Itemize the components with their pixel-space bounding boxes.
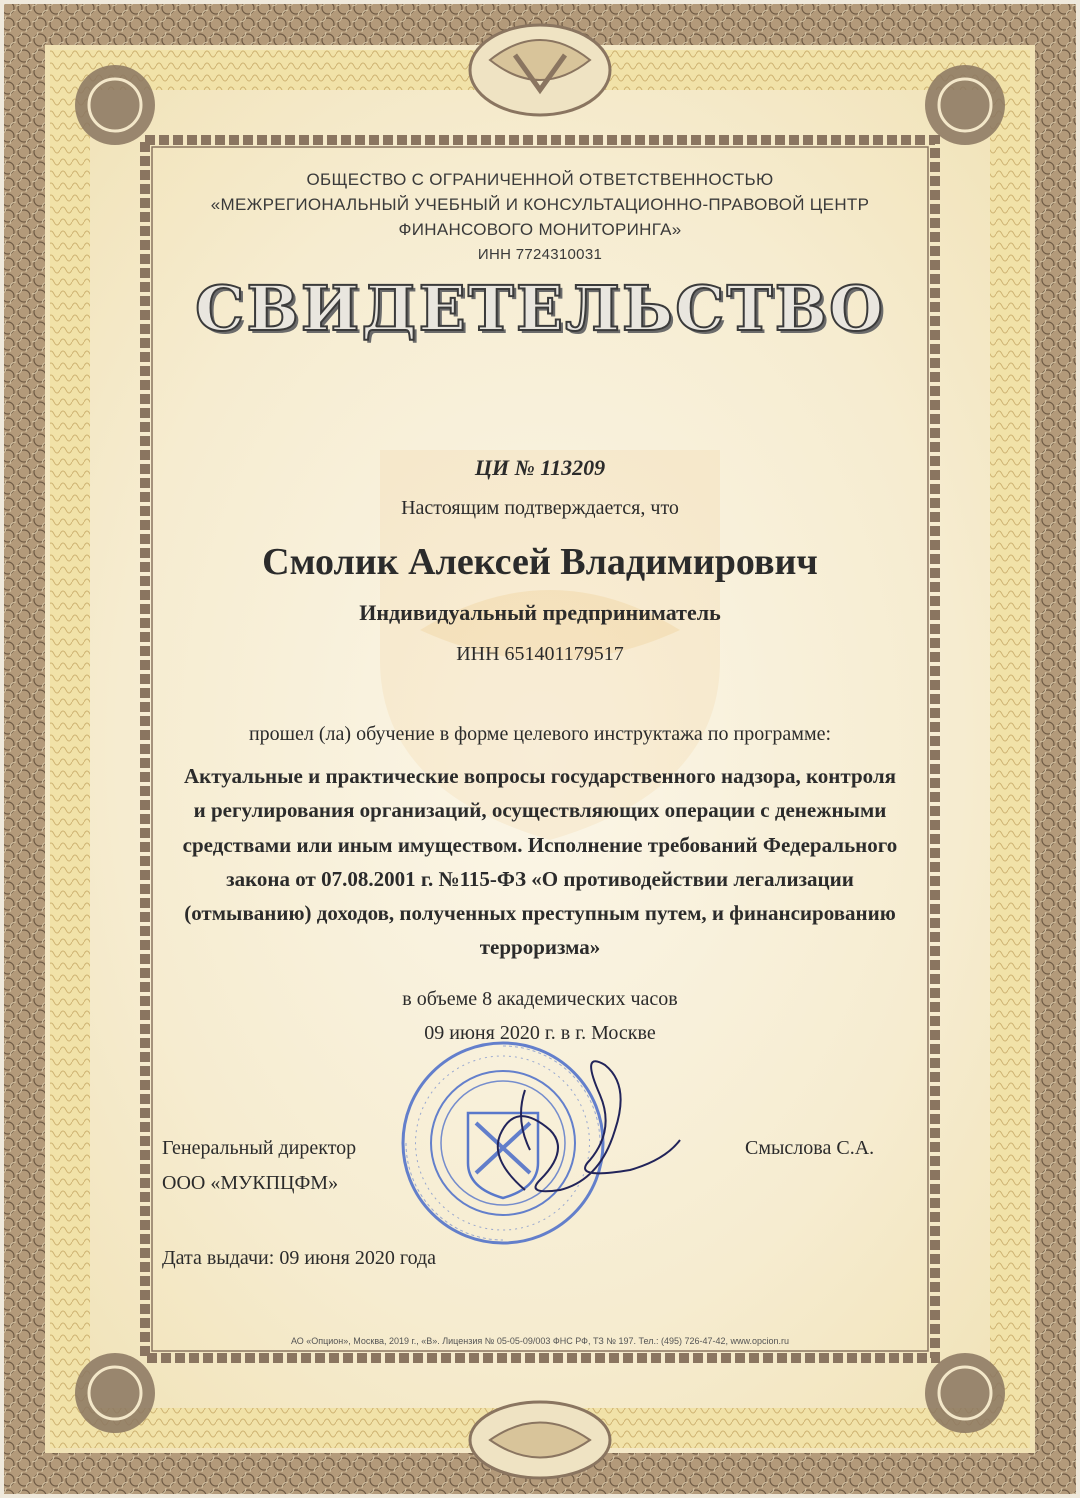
director-signature (430, 1040, 690, 1200)
program-line: (отмыванию) доходов, полученных преступным путем, и финансированию (184, 901, 896, 926)
program-line: средствами или иным имуществом. Исполнение требований Федерального (182, 832, 898, 857)
document-title: СВИДЕТЕЛЬСТВО (195, 272, 885, 345)
org-line-3: ФИНАНСОВОГО МОНИТОРИНГА» (398, 220, 682, 239)
program-line: терроризма» (479, 935, 601, 960)
program-title (165, 759, 915, 965)
holder-name: Смолик Алексей Владимирович (262, 541, 818, 583)
passed-text: прошел (ла) обучение в форме целевого инструктажа по программе: (248, 723, 832, 745)
holder-status: Индивидуальный предприниматель (359, 600, 721, 625)
date-city: 09 июня 2020 г. в г. Москве (424, 1022, 656, 1044)
printer-note: АО «Опцион», Москва, 2019 г., «В». Лицензия № 05-05-09/003 ФНС РФ, ТЗ № 197. Тел.: (495) 726-47-42, www.opcion.ru (290, 1336, 790, 1346)
org-line-2: «МЕЖРЕГИОНАЛЬНЫЙ УЧЕБНЫЙ И КОНСУЛЬТАЦИОННО-ПРАВОВОЙ ЦЕНТР (210, 195, 870, 214)
director-position: Генеральный директор (162, 1137, 357, 1159)
holder-inn: ИНН 651401179517 (456, 643, 624, 665)
certificate-number: ЦИ № 113209 (474, 455, 606, 480)
hours-text: в объеме 8 академических часов (402, 988, 678, 1010)
company-short-name: ООО «МУКПЦФМ» (162, 1172, 339, 1194)
org-inn: ИНН 7724310031 (477, 246, 603, 263)
program-line: и регулирования организаций, осуществляющих операции с денежными (193, 798, 887, 823)
issue-date: Дата выдачи: 09 июня 2020 года (162, 1247, 437, 1269)
program-line: закона от 07.08.2001 г. №115-ФЗ «О противодействии легализации (226, 866, 854, 891)
org-line-1: ОБЩЕСТВО С ОГРАНИЧЕННОЙ ОТВЕТСТВЕННОСТЬЮ (306, 170, 774, 189)
confirm-text: Настоящим подтверждается, что (401, 497, 679, 519)
program-line: Актуальные и практические вопросы государственного надзора, контроля (183, 764, 897, 788)
signer-name: Смыслова С.А. (745, 1137, 875, 1159)
